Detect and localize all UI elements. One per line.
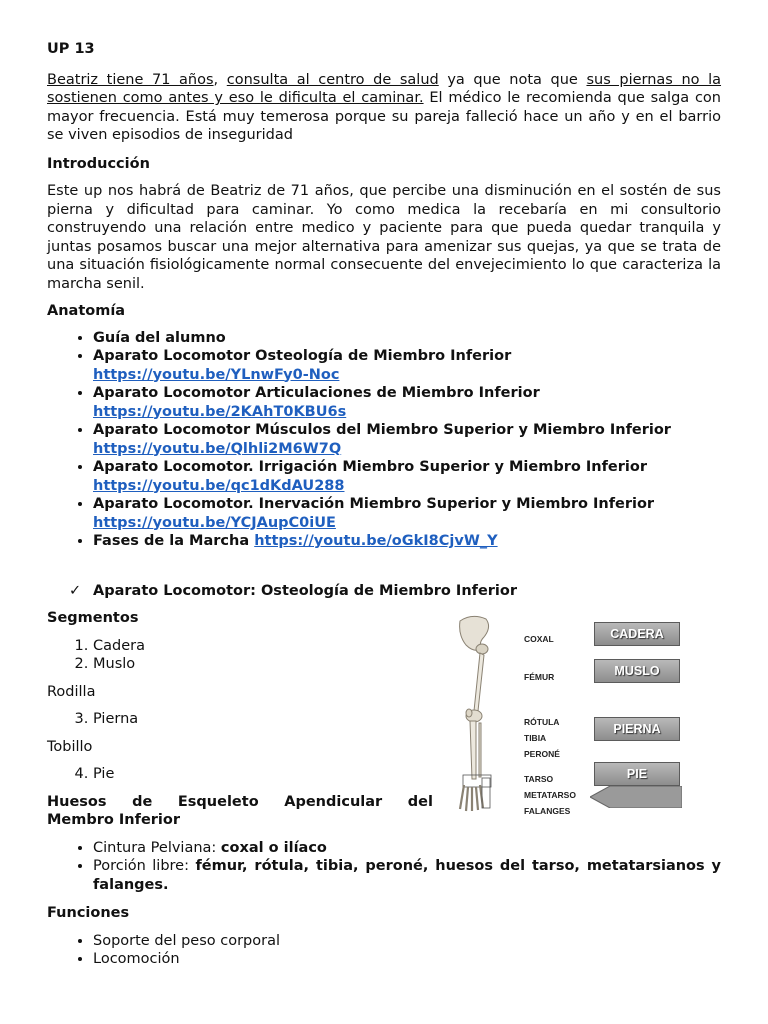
heading-word: del bbox=[407, 793, 433, 810]
document-page bbox=[47, 40, 721, 969]
pierna-label-box: PIERNA bbox=[594, 717, 680, 741]
case-mid: ya que nota que bbox=[438, 71, 587, 88]
arrow-left-icon bbox=[590, 786, 682, 808]
list-item-label: Aparato Locomotor Músculos del Miembro Superior y Miembro Inferior bbox=[93, 422, 671, 438]
perone-label: PERONÉ bbox=[524, 749, 560, 759]
skeleton-leg-icon bbox=[452, 613, 512, 813]
list-item bbox=[93, 384, 721, 421]
video-link[interactable]: https://youtu.be/Qlhli2M6W7Q bbox=[93, 440, 342, 457]
rotula-label: RÓTULA bbox=[524, 717, 560, 727]
heading-word: de bbox=[132, 793, 153, 810]
list-item: • Locomoción bbox=[93, 950, 721, 969]
list-item-label: Fases de la Marcha bbox=[93, 533, 250, 549]
heading-word: Apendicular bbox=[284, 793, 383, 810]
list-item: 4. Pie bbox=[93, 765, 721, 784]
rodilla-label: Rodilla bbox=[47, 683, 96, 700]
falanges-label: FALANGES bbox=[524, 806, 571, 816]
list-item bbox=[93, 839, 721, 858]
muslo-label-box: MUSLO bbox=[594, 659, 680, 683]
case-age: Beatriz tiene 71 años bbox=[47, 71, 214, 88]
case-consult: consulta al centro de salud bbox=[226, 71, 439, 88]
list-item-label: Aparato Locomotor. Irrigación Miembro Superior y Miembro Inferior bbox=[93, 459, 647, 475]
segmentos-heading: Segmentos bbox=[47, 610, 139, 626]
funciones-heading: Funciones bbox=[47, 905, 130, 921]
list-item bbox=[93, 857, 721, 894]
list-item bbox=[93, 329, 721, 348]
list-item: 3. Pierna bbox=[93, 710, 721, 729]
list-item: 2. Muslo bbox=[93, 655, 721, 674]
case-sep: , bbox=[213, 71, 227, 88]
case-symptom: sus piernas no la sostienen como antes y eso le dificulta el caminar. bbox=[47, 71, 722, 106]
pie-label-box: PIE bbox=[594, 762, 680, 786]
osteologia-heading-row bbox=[47, 582, 721, 601]
heading-word: Esqueleto bbox=[177, 793, 259, 810]
femur-label: FÉMUR bbox=[524, 672, 555, 682]
tarso-label: TARSO bbox=[524, 774, 554, 784]
video-link[interactable]: https://youtu.be/YLnwFy0-Noc bbox=[93, 366, 340, 383]
video-link[interactable]: https://youtu.be/qc1dKdAU288 bbox=[93, 477, 345, 494]
metatarso-label: METATARSO bbox=[524, 790, 576, 800]
huesos-list bbox=[47, 839, 721, 895]
introduccion-heading: Introducción bbox=[47, 155, 150, 172]
video-link[interactable]: https://youtu.be/YCJAupC0iUE bbox=[93, 514, 336, 531]
list-item: • Soporte del peso corporal bbox=[93, 932, 721, 951]
page-title: UP 13 bbox=[47, 41, 95, 57]
list-item-label: Guía del alumno bbox=[93, 329, 226, 346]
list-item bbox=[93, 347, 721, 384]
list-item bbox=[93, 421, 721, 458]
lower-limb-skeleton-figure bbox=[452, 613, 684, 816]
list-item-label: Aparato Locomotor. Inervación Miembro Superior y Miembro Inferior bbox=[93, 496, 655, 512]
list-item bbox=[93, 495, 721, 532]
tobillo-label: Tobillo bbox=[47, 738, 93, 755]
heading-line-2: Membro Inferior bbox=[47, 812, 181, 828]
osteologia-heading: Aparato Locomotor: Osteología de Miembro Inferior bbox=[93, 582, 518, 599]
introduccion-text: Este up nos habrá de Beatriz de 71 años, que percibe una disminución en el sostén de sus pierna y dificultad para caminar. Yo como medica la recebaría en mi consultorio construyendo una relación entre medico y paciente para que pueda quedar tranquila y juntas posamos buscar una mejor alternativa para amenizar sus quejas, ya que se trata de una situación fisiológicamente normal consecuente del envejecimiento lo que caracteriza la marcha senil. bbox=[47, 183, 721, 292]
checkmark-icon: ✓ bbox=[69, 582, 82, 599]
list-item bbox=[93, 458, 721, 495]
funciones-list bbox=[47, 932, 721, 969]
tibia-label: TIBIA bbox=[524, 733, 547, 743]
anatomia-heading: Anatomía bbox=[47, 303, 126, 319]
list-item-label: Aparato Locomotor Articulaciones de Miembro Inferior bbox=[93, 385, 540, 401]
item-label: Cintura Pelviana: bbox=[93, 839, 221, 856]
cadera-label-box: CADERA bbox=[594, 622, 680, 646]
list-item: 1. Cadera bbox=[93, 637, 721, 656]
item-label: Porción libre: bbox=[93, 858, 196, 874]
video-link[interactable]: https://youtu.be/2KAhT0KBU6s bbox=[93, 403, 347, 420]
video-link[interactable]: https://youtu.be/oGkI8CjvW_Y bbox=[254, 533, 498, 549]
list-item bbox=[93, 532, 721, 551]
item-value: fémur, rótula, tibia, peroné, huesos del tarso, metatarsianos y falanges. bbox=[93, 858, 721, 893]
item-value: coxal o ilíaco bbox=[220, 839, 327, 856]
list-item-label: Aparato Locomotor Osteología de Miembro Inferior bbox=[93, 348, 512, 364]
case-paragraph bbox=[47, 71, 721, 145]
heading-word: Huesos bbox=[47, 793, 107, 810]
anatomia-list bbox=[47, 329, 721, 551]
case-rest: El médico le recomienda que salga con mayor frecuencia. Está muy temerosa porque su pareja falleció hace un año y en el barrio se viven episodios de inseguridad bbox=[47, 90, 721, 143]
coxal-label: COXAL bbox=[524, 634, 554, 644]
